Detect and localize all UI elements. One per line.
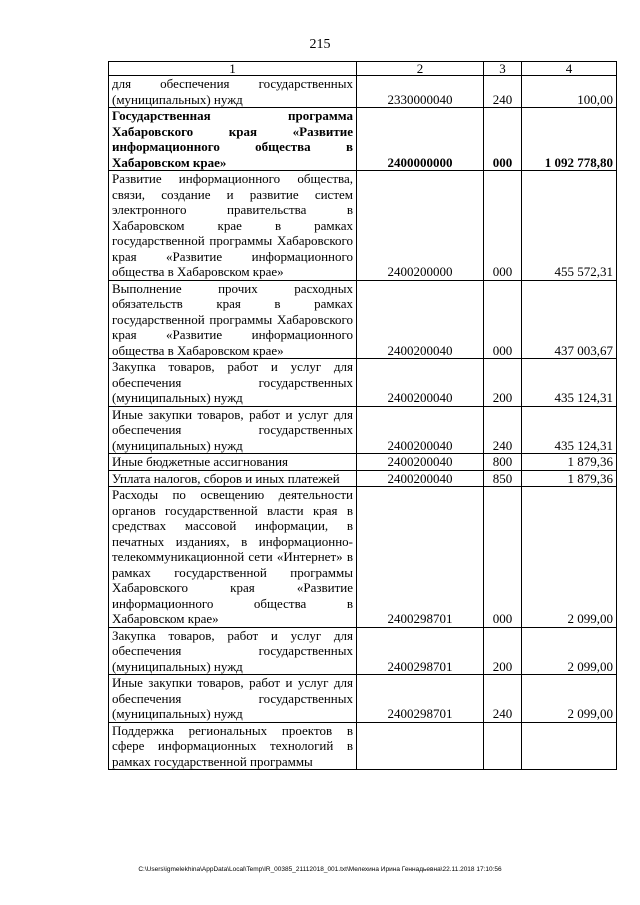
- row-code-cell: 2400200040: [357, 359, 484, 407]
- table-row: [109, 487, 617, 628]
- row-type-cell: 200: [484, 627, 522, 675]
- budget-table: [108, 61, 617, 770]
- row-amount-cell: 2 099,00: [522, 627, 617, 675]
- table-row: [109, 454, 617, 471]
- row-amount-cell: 1 879,36: [522, 470, 617, 487]
- row-amount-cell: 1 092 778,80: [522, 108, 617, 171]
- row-amount-cell: 1 879,36: [522, 454, 617, 471]
- row-amount-cell: 455 572,31: [522, 171, 617, 281]
- column-header-4: 4: [522, 62, 617, 76]
- row-type-cell: [484, 722, 522, 770]
- table-row: [109, 627, 617, 675]
- row-amount-cell: 100,00: [522, 76, 617, 108]
- row-amount-cell: 437 003,67: [522, 280, 617, 359]
- row-code-cell: 2400200040: [357, 470, 484, 487]
- row-name-cell: Выполнение прочих расходных обязательств края в рамках государственной программы Хабаровского края «Развитие информационного общества в Хабаровском крае»: [109, 280, 357, 359]
- row-type-cell: 240: [484, 406, 522, 454]
- row-type-cell: 240: [484, 76, 522, 108]
- row-type-cell: 000: [484, 280, 522, 359]
- footer-file-path: C:\Users\igmelekhina\AppData\Local\Temp\IR_00385_21112018_001.txt\Мелехина Ирина Геннадьевна\22.11.2018 17:10:56: [138, 866, 502, 873]
- table-body: [109, 62, 617, 770]
- row-code-cell: 2400200000: [357, 171, 484, 281]
- table-row: [109, 722, 617, 770]
- row-code-cell: 2400200040: [357, 454, 484, 471]
- row-amount-cell: 2 099,00: [522, 675, 617, 723]
- row-type-cell: 000: [484, 487, 522, 628]
- row-amount-cell: 435 124,31: [522, 359, 617, 407]
- row-code-cell: 2400298701: [357, 487, 484, 628]
- row-type-cell: 240: [484, 675, 522, 723]
- row-code-cell: 2400200040: [357, 280, 484, 359]
- row-name-cell: Поддержка региональных проектов в сфере информационных технологий в рамках государственной программы: [109, 722, 357, 770]
- row-amount-cell: [522, 722, 617, 770]
- row-type-cell: 000: [484, 171, 522, 281]
- row-name-cell: Расходы по освещению деятельности органов государственной власти края в средствах массовой информации, в печатных изданиях, в информационно-телекоммуникационной сети «Интернет» в рамках государственной программы Хабаровского края «Развитие информационного общества в Хабаровском крае»: [109, 487, 357, 628]
- row-type-cell: 200: [484, 359, 522, 407]
- row-name-cell: Иные бюджетные ассигнования: [109, 454, 357, 471]
- row-name-cell: Иные закупки товаров, работ и услуг для обеспечения государственных (муниципальных) нужд: [109, 406, 357, 454]
- row-name-cell: Государственная программа Хабаровского края «Развитие информационного общества в Хабаровском крае»: [109, 108, 357, 171]
- table-row: [109, 171, 617, 281]
- row-code-cell: 2400298701: [357, 627, 484, 675]
- page-number: 215: [309, 37, 331, 52]
- column-header-3: 3: [484, 62, 522, 76]
- row-name-cell: для обеспечения государственных (муниципальных) нужд: [109, 76, 357, 108]
- row-name-cell: Закупка товаров, работ и услуг для обеспечения государственных (муниципальных) нужд: [109, 359, 357, 407]
- table-row: [109, 406, 617, 454]
- row-code-cell: 2400000000: [357, 108, 484, 171]
- column-header-2: 2: [357, 62, 484, 76]
- table-row: [109, 470, 617, 487]
- table-row: [109, 675, 617, 723]
- table-row: [109, 359, 617, 407]
- row-name-cell: Развитие информационного общества, связи, создание и развитие систем электронного правительства в Хабаровском крае в рамках государственной программы Хабаровского края «Развитие информационного общества в Хабаровском крае»: [109, 171, 357, 281]
- row-name-cell: Иные закупки товаров, работ и услуг для обеспечения государственных (муниципальных) нужд: [109, 675, 357, 723]
- row-code-cell: [357, 722, 484, 770]
- row-type-cell: 850: [484, 470, 522, 487]
- row-name-cell: Закупка товаров, работ и услуг для обеспечения государственных (муниципальных) нужд: [109, 627, 357, 675]
- row-type-cell: 800: [484, 454, 522, 471]
- row-code-cell: 2400298701: [357, 675, 484, 723]
- row-code-cell: 2400200040: [357, 406, 484, 454]
- table-row: [109, 280, 617, 359]
- row-amount-cell: 435 124,31: [522, 406, 617, 454]
- row-code-cell: 2330000040: [357, 76, 484, 108]
- table-row: [109, 108, 617, 171]
- row-type-cell: 000: [484, 108, 522, 171]
- table-header-row: [109, 62, 617, 76]
- row-amount-cell: 2 099,00: [522, 487, 617, 628]
- column-header-1: 1: [109, 62, 357, 76]
- row-name-cell: Уплата налогов, сборов и иных платежей: [109, 470, 357, 487]
- table-row: [109, 76, 617, 108]
